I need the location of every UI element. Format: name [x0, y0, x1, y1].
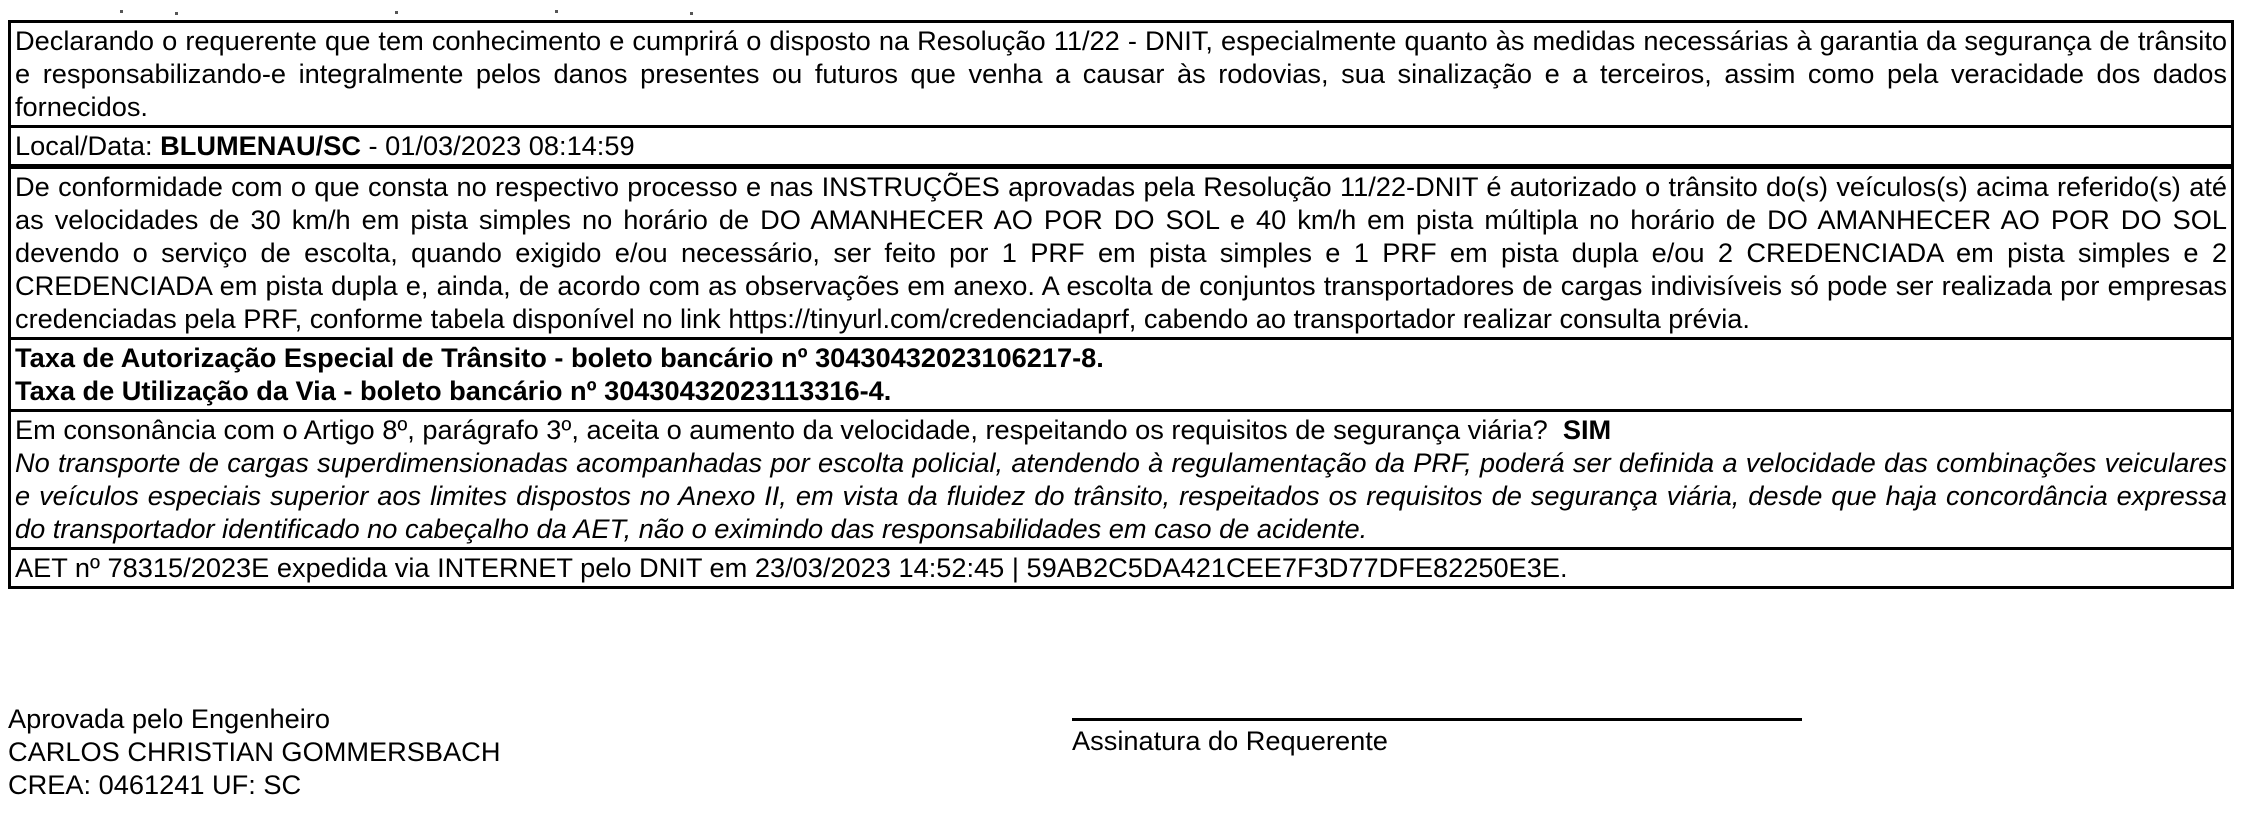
- conformidade-row: [11, 164, 2231, 337]
- approved-by-label: Aprovada pelo Engenheiro: [8, 703, 330, 734]
- taxas-row: [11, 337, 2231, 409]
- signature-label: Assinatura do Requerente: [1072, 725, 1388, 756]
- aet-text: AET nº 78315/2023E expedida via INTERNET pelo DNIT em 23/03/2023 14:52:45 | 59AB2C5DA421CEE7F3D77DFE82250E3E.: [15, 552, 1568, 583]
- velocidade-answer: SIM: [1562, 414, 1612, 445]
- local-city: BLUMENAU/SC: [160, 130, 361, 161]
- local-datetime: - 01/03/2023 08:14:59: [360, 130, 635, 161]
- local-data-label: Local/Data:: [15, 130, 153, 161]
- engineer-approval: [8, 702, 500, 801]
- declaration-text: Declarando o requerente que tem conhecimento e cumprirá o disposto na Resolução 11/22 - DNIT, especialmente quanto às medidas necessárias à garantia da segurança de trânsito e responsabilizando-e integralmente pelos danos presentes ou futuros que venha a causar às rodovias, sua sinalização e a terceiros, assim como pela veracidade dos dados fornecidos.: [15, 25, 2227, 122]
- signature-line: [1072, 718, 1802, 721]
- local-data-row: [11, 125, 2231, 164]
- velocidade-question: Em consonância com o Artigo 8º, parágrafo 3º, aceita o aumento da velocidade, respeitando os requisitos de segurança viária?: [15, 414, 1548, 445]
- velocidade-row: [11, 409, 2231, 547]
- declaration-row: [11, 23, 2231, 125]
- conformidade-text: De conformidade com o que consta no respectivo processo e nas INSTRUÇÕES aprovadas pela Resolução 11/22-DNIT é autorizado o trânsito do(s) veículos(s) acima referido(s) até as velocidades de 30 km/h em pista simples no horário de DO AMANHECER AO POR DO SOL e 40 km/h em pista múltipla no horário de DO AMANHECER AO POR DO SOL devendo o serviço de escolta, quando exigido e/ou necessário, ser feito por 1 PRF em pista simples e 1 PRF em pista dupla e/ou 2 CREDENCIADA em pista simples e 2 CREDENCIADA em pista dupla e, ainda, de acordo com as observações em anexo. A escolta de conjuntos transportadores de cargas indivisíveis só pode ser realizada por empresas credenciadas pela PRF, conforme tabela disponível no link https://tinyurl.com/credenciadaprf, cabendo ao transportador realizar consulta prévia.: [15, 171, 2227, 334]
- taxa-autorizacao: Taxa de Autorização Especial de Trânsito - boleto bancário nº 30430432023106217-8.: [15, 342, 1104, 373]
- cropped-text-remnants: [0, 0, 2242, 18]
- engineer-name: CARLOS CHRISTIAN GOMMERSBACH: [8, 736, 501, 767]
- aet-row: [11, 547, 2231, 586]
- taxa-utilizacao: Taxa de Utilização da Via - boleto bancário nº 30430432023113316-4.: [15, 375, 892, 406]
- velocidade-note: No transporte de cargas superdimensionadas acompanhadas por escolta policial, atendendo à regulamentação da PRF, poderá ser definida a velocidade das combinações veiculares e veículos especiais superior aos limites dispostos no Anexo II, em vista da fluidez do trânsito, respeitados os requisitos de segurança viária, desde que haja concordância expressa do transportador identificado no cabeçalho da AET, não o eximindo das responsabilidades em caso de acidente.: [15, 447, 2227, 544]
- engineer-crea: CREA: 0461241 UF: SC: [8, 769, 302, 800]
- aet-document-table: [8, 20, 2234, 589]
